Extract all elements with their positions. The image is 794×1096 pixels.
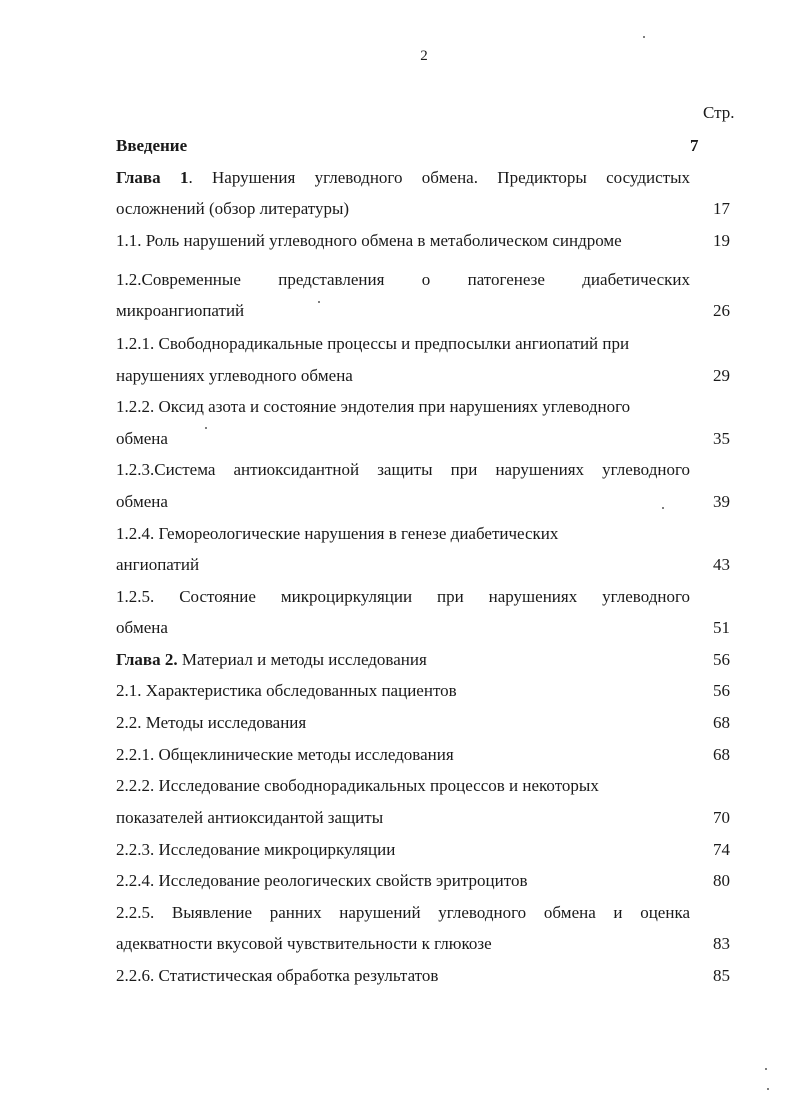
toc-entry-title: 1.2.1. Свободнорадикальные процессы и предпосылки ангиопатий при (116, 334, 630, 353)
scan-speck (643, 36, 645, 38)
toc-entry-title-cont: обмена (116, 618, 168, 637)
toc-entry-title: 1.1. Роль нарушений углеводного обмена в метаболическом синдроме (116, 231, 622, 250)
toc-entry-page: 74 (713, 840, 730, 859)
toc-entry-page: 56 (713, 681, 730, 700)
toc-entry-title-cont: ангиопатий (116, 555, 200, 574)
toc-entry-page: 19 (713, 231, 730, 250)
toc-entry-title: Введение (116, 136, 188, 155)
toc-entry-page: 43 (713, 555, 730, 574)
toc-entry-title-cont: обмена (116, 429, 168, 448)
toc-entry-page: 56 (713, 650, 730, 669)
toc-entry-title-cont: микроангиопатий (116, 301, 245, 320)
toc-entry-title-cont: осложнений (обзор литературы) (116, 199, 350, 218)
toc-entry-title: 1.2.2. Оксид азота и состояние эндотелия при нарушениях углеводного (116, 397, 631, 416)
toc-entry-title-cont: адекватности вкусовой чувствительности к глюкозе (116, 934, 492, 953)
toc-entry-page: 51 (713, 618, 730, 637)
scan-speck (318, 301, 320, 303)
toc-entry-title: 2.2. Методы исследования (116, 713, 307, 732)
toc-entry-page: 85 (713, 966, 730, 985)
toc-entry-page: 68 (713, 713, 730, 732)
pages-column-header: Стр. (703, 103, 735, 122)
toc-entry-page: 68 (713, 745, 730, 764)
toc-entry-page: 83 (713, 934, 730, 953)
toc-entry-title: 2.2.1. Общеклинические методы исследования (116, 745, 454, 764)
toc-entry-title: 2.1. Характеристика обследованных пациентов (116, 681, 457, 700)
toc-entry-title: 2.2.3. Исследование микроциркуляции (116, 840, 396, 859)
toc-entry-title (116, 162, 690, 193)
toc-entry-title: 1.2.5. Состояние микроциркуляции при нарушениях углеводного (116, 587, 690, 606)
toc-entry-title (116, 644, 690, 675)
page-number: 2 (420, 48, 428, 64)
toc-entry-page: 7 (690, 136, 699, 155)
toc-entry-page: 35 (713, 429, 730, 448)
toc-entry-title-cont: обмена (116, 492, 168, 511)
toc-entry-page: 70 (713, 808, 730, 827)
scan-speck (205, 427, 207, 429)
chapter-label: Глава 1 (116, 168, 189, 187)
toc-entry-page: 80 (713, 871, 730, 890)
toc-entry-page: 17 (713, 199, 730, 218)
toc-entry-title: 1.2.3.Система антиоксидантной защиты при нарушениях углеводного (116, 460, 690, 479)
toc-entry-title: 2.2.2. Исследование свободнорадикальных процессов и некоторых (116, 776, 599, 795)
toc-entry-title: 2.2.5. Выявление ранних нарушений углеводного обмена и оценка (116, 903, 690, 922)
toc-entry-title-cont: нарушениях углеводного обмена (116, 366, 353, 385)
scan-speck (765, 1068, 767, 1070)
scan-speck (767, 1088, 769, 1090)
toc-entry-title: 2.2.6. Статистическая обработка результатов (116, 966, 439, 985)
chapter-title: Материал и методы исследования (177, 650, 427, 669)
toc-entry-page: 26 (713, 301, 730, 320)
toc-entry-page: 29 (713, 366, 730, 385)
chapter-label: Глава 2. (116, 650, 178, 669)
scan-speck (662, 507, 664, 509)
toc-entry-title: 2.2.4. Исследование реологических свойств эритроцитов (116, 871, 528, 890)
toc-entry-title: 1.2.Современные представления о патогенезе диабетических (116, 270, 690, 289)
toc-entry-title-cont: показателей антиоксидантой защиты (116, 808, 384, 827)
toc-entry-page: 39 (713, 492, 730, 511)
chapter-title: . Нарушения углеводного обмена. Предикторы сосудистых (188, 168, 690, 187)
toc-entry-title: 1.2.4. Гемореологические нарушения в генезе диабетических (116, 524, 559, 543)
